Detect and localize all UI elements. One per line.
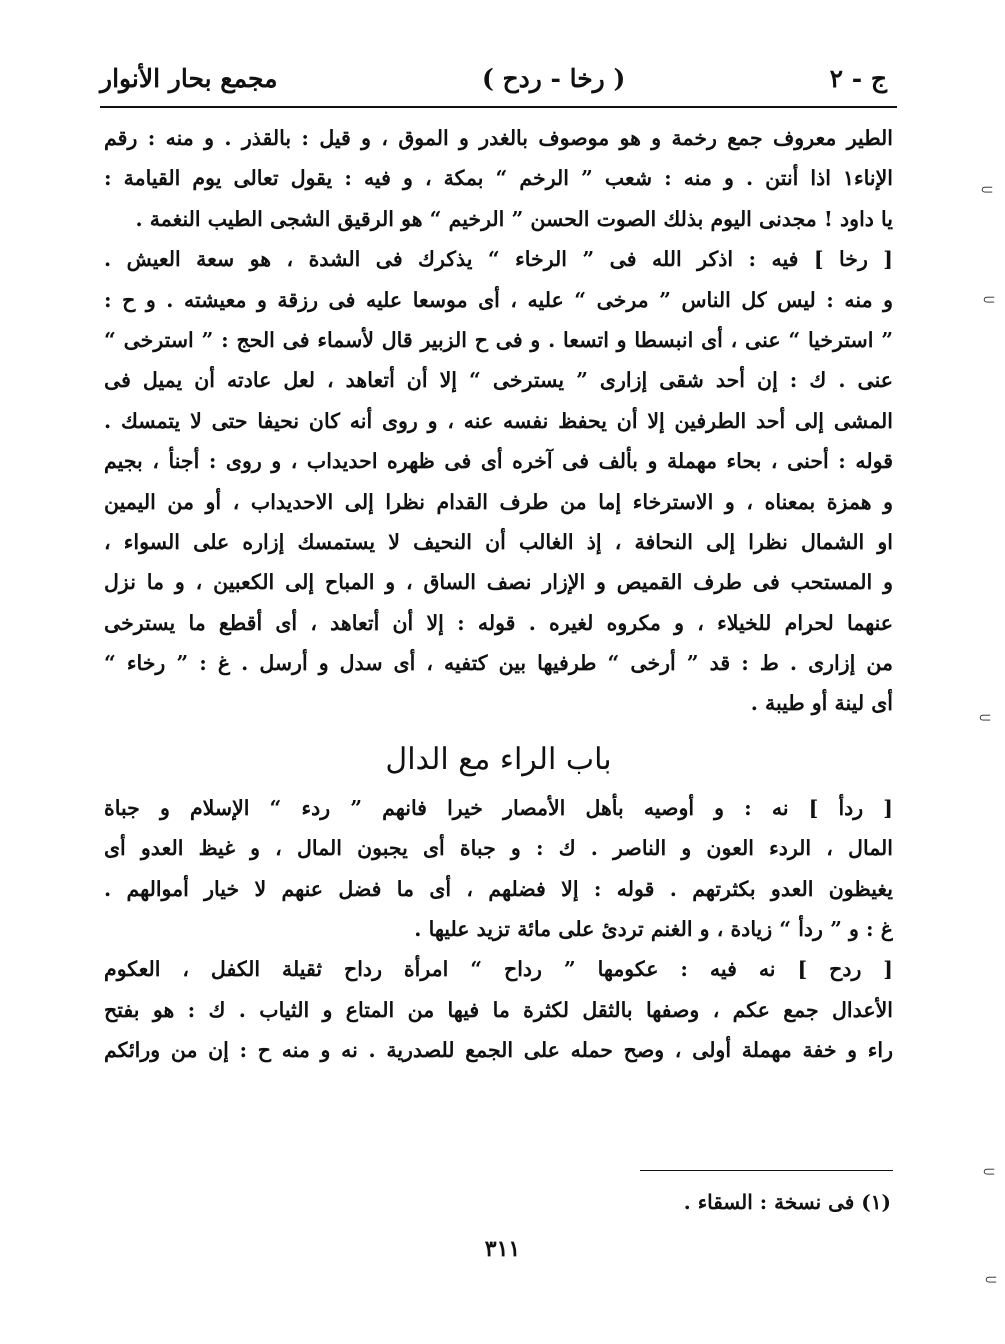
text-line: الأعدال جمع عكم ، وصفها بالثقل لكثرة ما فيها من المتاع و الثياب . ك : هو بفتح <box>104 997 893 1022</box>
margin-mark: ⸦ <box>978 180 996 201</box>
margin-mark: ⸦ <box>976 708 994 729</box>
main-text <box>104 118 893 1071</box>
margin-mark: ⸦ <box>980 1162 998 1183</box>
text-line: او الشمال نظرا إلی النحافة ، إذ الغالب أن النحيف لا يستمسك إزاره علی السواء ، <box>104 529 893 554</box>
text-line: عنی . ك : إن أحد شقی إزاری ” يسترخی “ إلا أن أتعاهد ، لعل عادته أن يميل فی <box>104 368 893 393</box>
header-rule <box>100 106 897 108</box>
text-line: و منه : ليس كل الناس ” مرخی “ عليه ، أی موسعا عليه فی رزقة و معيشته . و ح : <box>104 287 893 312</box>
text-line: [ ردح ] نه فيه : عكومها ” رداح “ امرأة رداح ثقيلة الكفل ، العكوم <box>104 957 893 982</box>
text-line: من إزاری . ط : قد ” أرخی “ طرفيها بين كتفيه ، أی سدل و أرسل . غ : ” رخاء “ <box>104 651 893 676</box>
text-line: يا داود ! مجدنی اليوم بذلك الصوت الحسن ” الرخيم “ هو الرقيق الشجی الطيب النغمة . <box>135 206 893 231</box>
text-line: غ : و ” ردأ “ زيادة ، و الغنم تردئ علی مائة تزيد عليها . <box>414 917 893 942</box>
text-line: و همزة بمعناه ، و الاسترخاء إما من طرف القدام نظرا إلی الاحديداب ، أو من اليمين <box>104 489 893 514</box>
text-line: و المستحب فی طرف القميص و الإزار نصف الساق ، و المباح إلی الكعبين ، و ما نزل <box>104 570 893 595</box>
text-line: المشی إلی أحد الطرفين إلا أن يحفظ نفسه عنه ، و روی أنه كان نحيفا حتی لا يتمسك . <box>104 408 893 433</box>
margin-mark: ⸦ <box>982 1270 1000 1291</box>
footnote: (١) فی نسخة : السقاء . <box>683 1190 891 1214</box>
text-line: أی لينة أو طيبة . <box>750 691 893 716</box>
volume-label: ج - ٢ <box>829 63 887 93</box>
text-line: الإناء١ اذا أنتن . و منه : شعب ” الرخم “ بمكة ، و فيه : يقول تعالى يوم القيامة : <box>104 166 893 191</box>
text-line: [ رخا ] فيه : اذكر الله فی ” الرخاء “ يذكرك فی الشدة ، هو سعة العيش . <box>104 247 893 272</box>
margin-mark: ⸦ <box>980 290 998 311</box>
text-line: يغيظون العدو بكثرتهم . قوله : إلا فضلهم ، أی ما فضل عنهم لا خيار أموالهم . <box>104 876 893 901</box>
footnote-rule <box>640 1170 893 1171</box>
text-line: عنهما لحرام للخيلاء ، و مكروه لغيره . قوله : إلا أن أتعاهد ، أی أقطع ما يسترخی <box>104 610 893 635</box>
text-line: راء و خفة مهملة أولی ، وصح حمله علی الجمع للصدرية . نه و منه ح : إن من ورائكم <box>104 1038 893 1063</box>
text-line: [ ردأ ] نه : و أوصيه بأهل الأمصار خيرا فانهم ” ردء “ الإسلام و جباة <box>104 795 893 820</box>
text-line: ” استرخيا “ عنی ، أی انبسطا و اتسعا . و فی ح الزبير قال لأسماء فی الحج : ” استرخی “ <box>104 327 893 352</box>
book-title: مجمع بحار الأنوار <box>100 63 278 93</box>
section-range: ( رخا - ردح ) <box>481 63 626 93</box>
text-line: المال ، الردء العون و الناصر . ك : و جباة أی يجبون المال ، و غيظ العدو أی <box>104 836 893 861</box>
text-line: الطير معروف جمع رخمة و هو موصوف بالغدر و الموق ، و قيل : بالقذر . و منه : رقم <box>104 126 893 150</box>
page-number: ٣١١ <box>484 1236 521 1262</box>
text-line: قوله : أحنی ، بحاء مهملة و بألف فی آخره أی فی ظهره احديداب ، و روی : أجنأ ، بجيم <box>104 449 893 474</box>
running-header <box>100 55 887 101</box>
chapter-heading: باب الراء مع الدال <box>385 741 612 777</box>
